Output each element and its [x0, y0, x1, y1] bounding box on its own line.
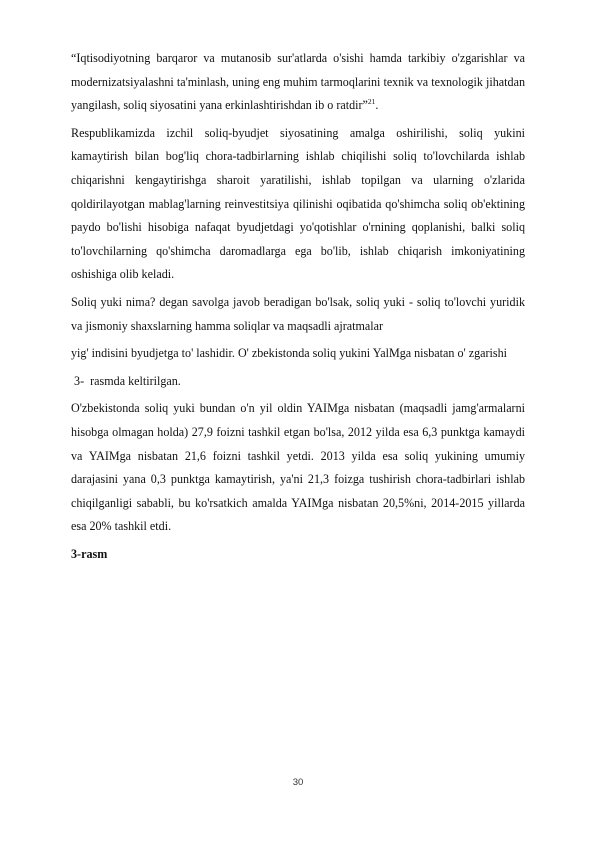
- footnote-reference[interactable]: 21: [367, 97, 376, 107]
- quote-end: .: [375, 98, 379, 113]
- paragraph-quote: [71, 47, 525, 118]
- paragraph-figure-reference: 3- rasmda keltirilgan.: [71, 373, 181, 388]
- paragraph-tax-burden-definition: Soliq yuki nima? degan savolga javob beradigan bo'lsak, soliq yuki - soliq to'lovchi yuridik va jismoniy shaxslarning hamma soliqlar va maqsadli ajratmalar: [71, 294, 525, 333]
- page-number: 30: [292, 777, 304, 788]
- paragraph-tax-burden-change: yig' indisini byudjetga to' lashidir. O' zbekistonda soliq yukini YalMga nisbatan o' zgarishi: [71, 346, 507, 361]
- figure-caption: 3-rasm: [71, 546, 108, 561]
- paragraph-tax-policy: Respublikamizda izchil soliq-byudjet siyosatining amalga oshirilishi, soliq yukini kamaytirish bilan bog'liq chora-tadbirlarning ishlab chiqilishi soliq to'lovchilarda ishlab chiqarishni kengaytirishga sharoit yaratilishi, ishlab topilgan va ularning o'zlarida qoldirilayotgan mablag'larning reinvestitsiya qilinishi oqibatida qo'shimcha soliq ob'ektining paydo bo'lishi hisobiga nafaqat byudjetdagi yo'qotishlar o'rnining qoplanishi, balki soliq to'lovchilarning qo'shimcha daromadlarga ega bo'lib, ishlab chiqarish imkoniyatining oshishiga olib keladi.: [71, 125, 525, 282]
- document-page: [71, 47, 525, 566]
- quote-text: “Iqtisodiyotning barqaror va mutanosib sur'atlarda o'sishi hamda tarkibiy o'zgarishlar va modernizatsiyalashni ta'minlash, uning eng muhim tarmoqlarini texnik va texnologik jihatdan yangilash, soliq siyosatini yana erkinlashtirishdan ib o ratdir”: [71, 51, 525, 113]
- paragraph-statistics: O'zbekistonda soliq yuki bundan o'n yil oldin YAIMga nisbatan (maqsadli jamg'armalarni hisobga olmagan holda) 27,9 foizni tashkil etgan bo'lsa, 2012 yilda esa 6,3 punktga kamaydi va YAIMga nisbatan 21,6 foizni tashkil yetdi. 2013 yilda esa soliq yukining umumiy darajasini yana 0,3 punktga kamaytirish, ya'ni 21,3 foizga tushirish chora-tadbirlari ishlab chiqilganligi sababli, bu ko'rsatkich amalda YAIMga nisbatan 20,5%ni, 2014-2015 yillarda esa 20% tashkil etdi.: [71, 401, 525, 534]
